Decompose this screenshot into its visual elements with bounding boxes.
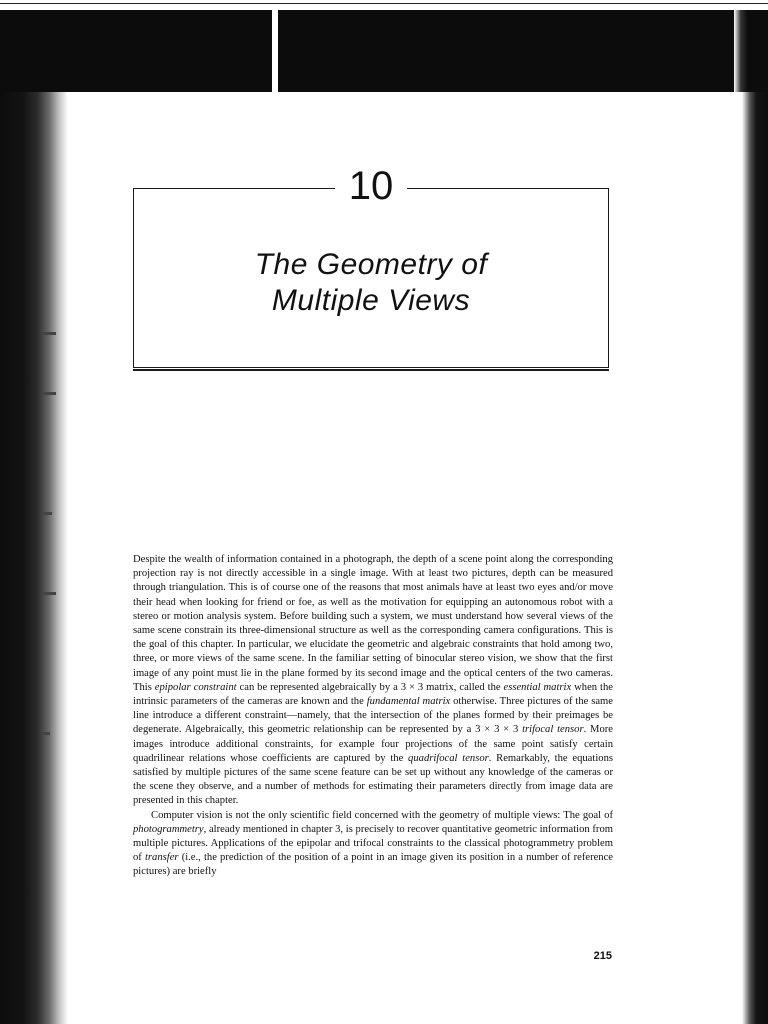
scan-shadow-right — [742, 92, 768, 1024]
body-text — [133, 553, 613, 880]
chapter-title-line1: The Geometry of — [254, 248, 488, 281]
paragraph-1: Despite the wealth of information contained in a photograph, the depth of a scene point along the corresponding projection ray is not directly accessible in a single image. With at least two pictures, depth can be measured through triangulation. This is of course one of the reasons that most animals have at least two eyes and/or move their head when looking for friend or foe, as well as the motivation for equipping an autonomous robot with a stereo or motion analysis system. Before building such a system, we must understand how several views of the same scene constrain its three-dimensional structure as well as the corresponding camera configurations. This is the goal of this chapter. In particular, we elucidate the geometric and algebraic constraints that hold among two, three, or more views of the same scene. In the familiar setting of binocular stereo vision, we show that the first image of any point must lie in the plane formed by its second image and the optical centers of the two cameras. This epipolar constraint can be represented algebraically by a 3 × 3 matrix, called the essential matrix when the intrinsic parameters of the cameras are known and the fundamental matrix otherwise. Three pictures of the same line introduce a different constraint—namely, that the intersection of the planes formed by their preimages be degenerate. Algebraically, this geometric relationship can be represented by a 3 × 3 × 3 trifocal tensor. More images introduce additional constraints, for example four projections of the same point satisfy certain quadrilinear relations whose coefficients are captured by the quadrifocal tensor. Remarkably, the equations satisfied by multiple pictures of the same scene feature can be set up without any knowledge of the cameras or the scene they observe, and a number of methods for estimating their parameters directly from image data are presented in this chapter. — [133, 554, 614, 807]
chapter-heading-box — [133, 164, 609, 368]
scan-shadow-top — [0, 10, 768, 92]
chapter-title — [134, 247, 608, 319]
scan-shadow-left — [0, 92, 68, 1024]
page-number: 215 — [593, 950, 612, 962]
top-rule — [0, 0, 768, 6]
chapter-number: 10 — [134, 164, 608, 208]
chapter-box-bottom-rule — [133, 369, 609, 371]
paragraph-2: Computer vision is not the only scientific field concerned with the geometry of multiple views: The goal of photogrammetry, already mentioned in chapter 3, is precisely to recover quantitative geometric information from multiple pictures. Applications of the epipolar and trifocal constraints to the classical photogrammetry problem of transfer (i.e., the prediction of the position of a point in an image given its position in a number of reference pictures) are briefly — [133, 809, 614, 878]
chapter-title-line2: Multiple Views — [271, 284, 471, 317]
